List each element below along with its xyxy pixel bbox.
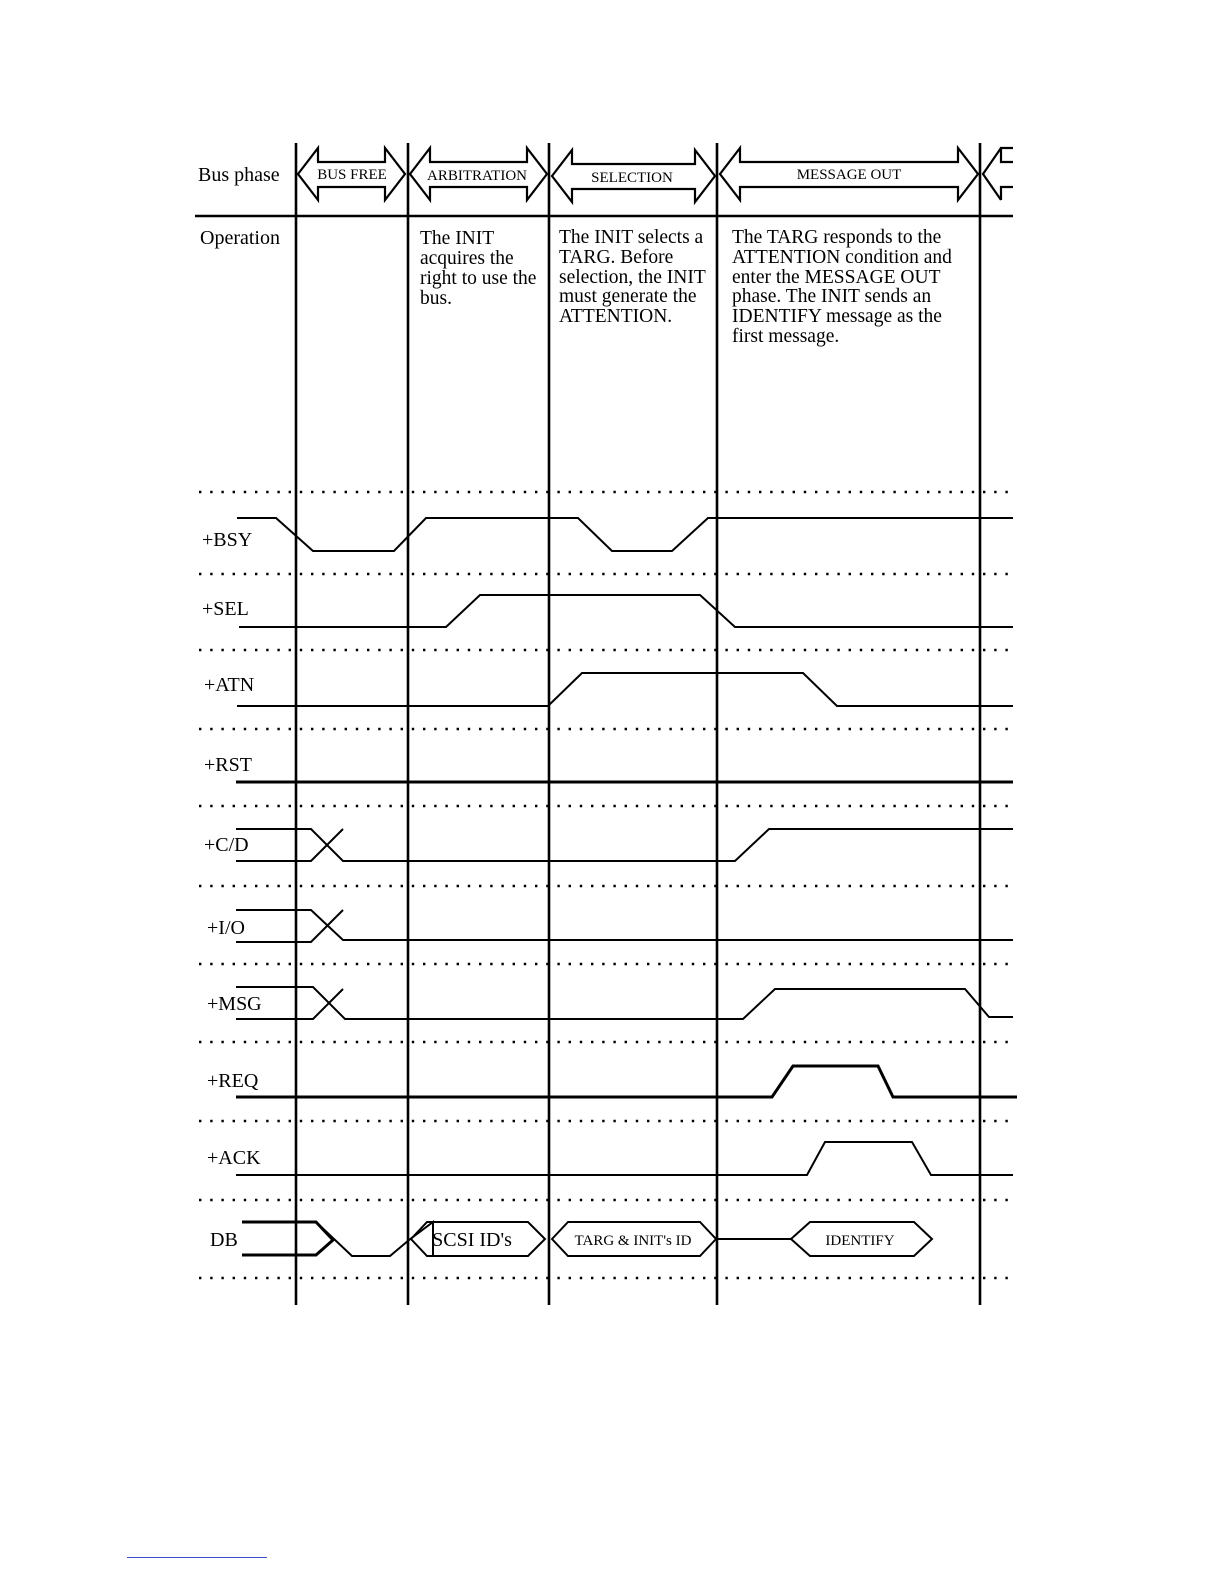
waveform-req xyxy=(236,1066,1017,1097)
signal-label-db: DB xyxy=(210,1229,238,1251)
signal-label-bsy: +BSY xyxy=(202,529,253,551)
signal-label-atn: +ATN xyxy=(204,674,255,696)
operation-label: Operation xyxy=(200,227,280,249)
phase-label-message-out: MESSAGE OUT xyxy=(796,167,902,183)
row-separators xyxy=(199,492,1013,1278)
waveform-sel xyxy=(239,595,1013,627)
phase-arrow-bus-free xyxy=(298,148,405,200)
bus-phase-label: Bus phase xyxy=(198,164,280,186)
phase-label-bus-free: BUS FREE xyxy=(317,167,387,183)
waveform-io xyxy=(236,910,1013,942)
phase-arrow-message-out xyxy=(720,148,978,200)
signal-label-rst: +RST xyxy=(204,754,252,776)
signal-label-req: +REQ xyxy=(207,1070,259,1092)
signal-label-io: +I/O xyxy=(207,917,245,939)
db-label-targ-init-id: TARG & INIT's ID xyxy=(574,1233,692,1249)
phase-label-selection: SELECTION xyxy=(591,170,673,186)
waveform-atn xyxy=(237,673,1013,706)
signal-label-sel: +SEL xyxy=(202,598,249,620)
signal-label-cd: +C/D xyxy=(204,834,249,856)
operation-text-message-out: The TARG responds to the ATTENTION condition and enter the MESSAGE OUT phase. The INIT sends an IDENTIFY message as the first message. xyxy=(732,227,952,347)
waveform-ack xyxy=(236,1142,1013,1175)
waveform-cd xyxy=(236,829,1013,861)
db-label-scsi-ids: SCSI ID's xyxy=(432,1229,512,1251)
phase-arrow-arbitration xyxy=(410,148,547,200)
signal-label-msg: +MSG xyxy=(207,993,262,1015)
phase-label-arbitration: ARBITRATION xyxy=(427,168,527,184)
footer-rule xyxy=(127,1557,267,1558)
signal-label-ack: +ACK xyxy=(207,1147,261,1169)
phase-arrow-next xyxy=(983,148,1013,200)
waveform-bsy xyxy=(237,518,1013,551)
operation-text-arbitration: The INIT acquires the right to use the bus. xyxy=(420,228,537,309)
operation-text-selection: The INIT selects a TARG. Before selection, the INIT must generate the ATTENTION. xyxy=(559,227,706,327)
db-label-identify: IDENTIFY xyxy=(825,1233,895,1249)
phase-arrow-selection xyxy=(552,150,715,202)
waveform-msg xyxy=(236,987,1013,1019)
